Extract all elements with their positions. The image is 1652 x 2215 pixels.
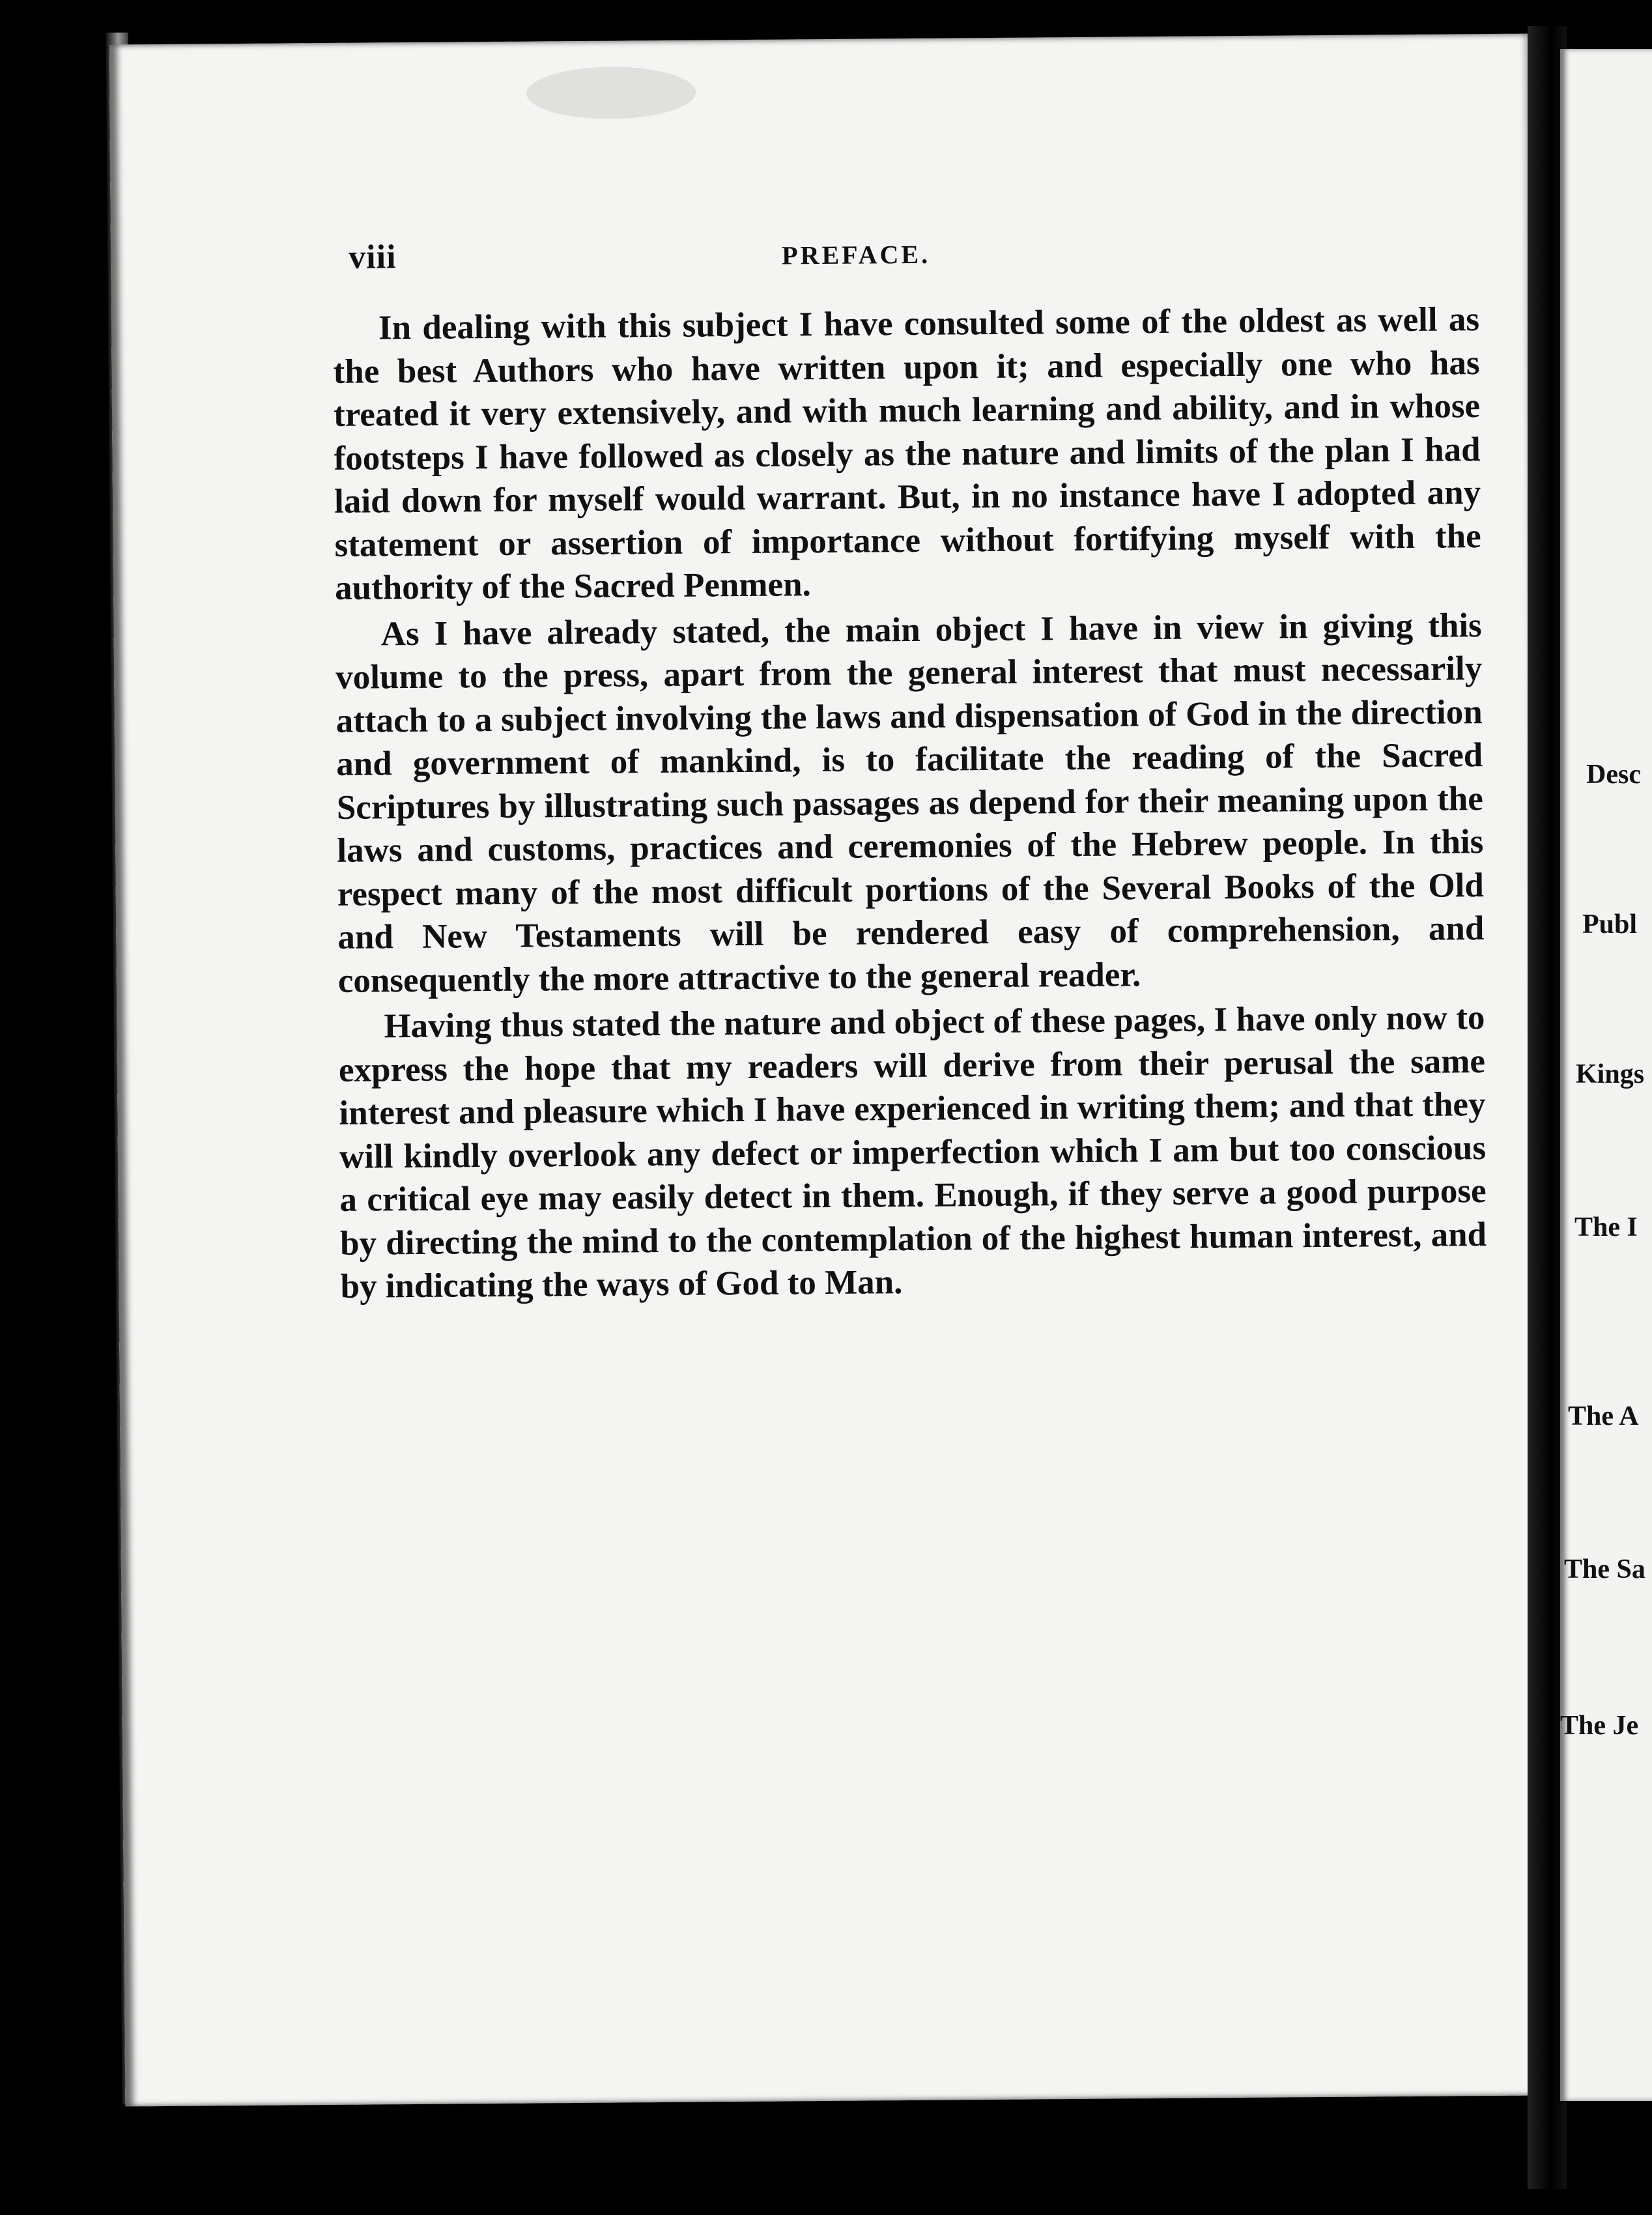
page-header [111,229,1531,292]
facing-label: The A [1568,1401,1639,1431]
facing-label: The I [1574,1212,1638,1242]
page-number: viii [348,238,397,276]
facing-label: Desc [1586,760,1641,790]
facing-page-fragment [1560,49,1652,2101]
facing-label: Publ [1582,909,1638,939]
facing-label: The Je [1560,1711,1639,1741]
facing-page-labels [1560,49,1652,2101]
left-page [109,33,1546,2106]
preface-body [333,298,1487,1308]
facing-label: Kings [1576,1059,1645,1089]
page-smudge [526,66,696,120]
running-head: PREFACE. [781,239,931,270]
paragraph: As I have already stated, the main object I have in view in giving this volume to the press, apart from the general interest that must necessarily attach to a subject involving the laws and dispensation of God in the direction and government of mankind, is to facilitate the reading of the Sacred Scriptures by illustrating such passages as depend for their meaning upon the laws and customs, practices and ceremonies of the Hebrew people. In this respect many of the most difficult portions of the Several Books of the Old and New Testaments will be rendered easy of comprehension, and consequently the more attractive to the general reader. [335,606,1485,1000]
facing-label: The Sa [1564,1554,1645,1584]
paragraph: In dealing with this subject I have consulted some of the oldest as well as the best Authors who have written upon it; and especially one who has treated it very extensively, and with much learning and ability, and in whose footsteps I have followed as closely as the nature and limits of the plan I had laid down for myself would warrant. But, in no instance have I adopted any statement or assertion of importance without fortifying myself with the authority of the Sacred Penmen. [333,300,1481,607]
paragraph: Having thus stated the nature and object of these pages, I have only now to express the hope that my readers will derive from their perusal the same interest and pleasure which I have experienced in writing them; and that they will kindly overlook any defect or imperfection which I am but too conscious a critical eye may easily detect in them. Enough, if they serve a good purpose by directing the mind to the contemplation of the highest human interest, and by indicating the ways of God to Man. [338,999,1487,1306]
